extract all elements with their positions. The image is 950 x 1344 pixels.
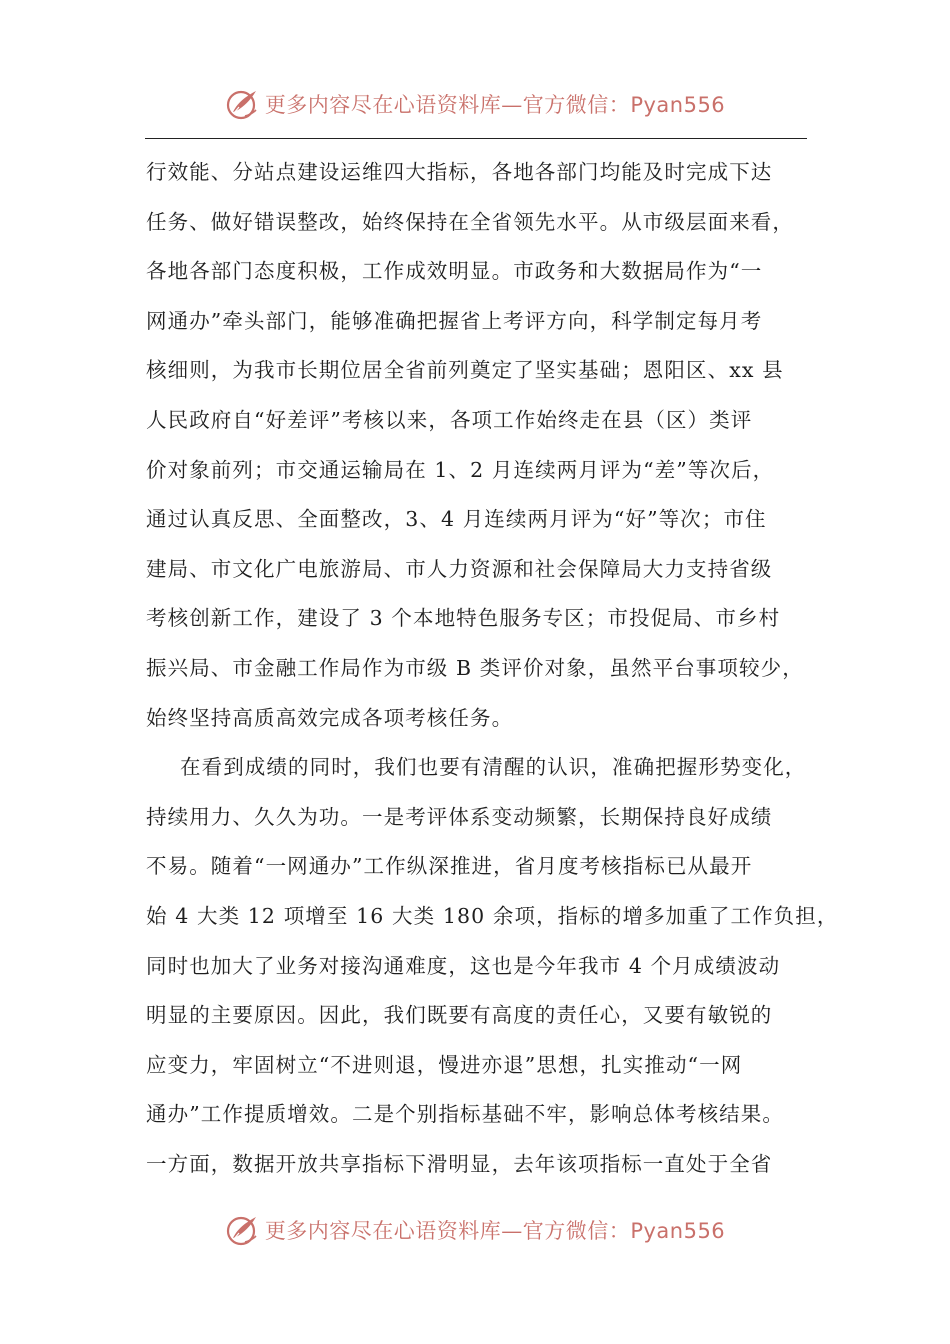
quill-pen-logo-icon: [225, 1212, 261, 1248]
footer-wechat-id: Pyan556: [630, 1219, 726, 1243]
quill-pen-logo-icon: [225, 86, 261, 122]
text-line: 人民政府自“好差评”考核以来，各项工作始终走在县（区）类评: [146, 407, 753, 432]
text-line: 核细则，为我市长期位居全省前列奠定了坚实基础；恩阳区、xx 县: [146, 358, 784, 383]
text-line: 通办”工作提质增效。二是个别指标基础不牢，影响总体考核结果。: [146, 1102, 784, 1127]
text-line: 价对象前列；市交通运输局在 1、2 月连续两月评为“差”等次后，: [146, 457, 775, 482]
header-wechat-id: Pyan556: [630, 93, 726, 117]
text-line: 应变力，牢固树立“不进则退，慢进亦退”思想，扎实推动“一网: [146, 1052, 743, 1077]
text-line: 始终坚持高质高效完成各项考核任务。: [146, 705, 514, 730]
header-banner: [0, 84, 950, 124]
text-line: 始 4 大类 12 项增至 16 大类 180 余项，指标的增多加重了工作负担，: [146, 903, 839, 928]
document-body: [146, 148, 839, 1189]
text-line: 不易。随着“一网通办”工作纵深推进，省月度考核指标已从最开: [146, 854, 753, 879]
text-line: 考核创新工作，建设了 3 个本地特色服务专区；市投促局、市乡村: [146, 606, 781, 631]
text-line: 网通办”牵头部门，能够准确把握省上考评方向，科学制定每月考: [146, 308, 763, 333]
text-line: 一方面，数据开放共享指标下滑明显，去年该项指标一直处于全省: [146, 1151, 773, 1176]
text-line: 同时也加大了业务对接沟通难度，这也是今年我市 4 个月成绩波动: [146, 953, 781, 978]
footer-banner-text: [265, 1215, 725, 1245]
text-line: 持续用力、久久为功。一是考评体系变动频繁，长期保持良好成绩: [146, 804, 773, 829]
header-banner-label: 更多内容尽在心语资料库—官方微信：: [264, 93, 631, 117]
text-line: 任务、做好错误整改，始终保持在全省领先水平。从市级层面来看，: [146, 209, 794, 234]
text-line: 各地各部门态度积极，工作成效明显。市政务和大数据局作为“一: [146, 259, 763, 284]
text-line: 通过认真反思、全面整改，3、4 月连续两月评为“好”等次；市住: [146, 507, 767, 532]
text-line: 建局、市文化广电旅游局、市人力资源和社会保障局大力支持省级: [146, 556, 773, 581]
text-line: 振兴局、市金融工作局作为市级 B 类评价对象，虽然平台事项较少，: [146, 655, 804, 680]
text-line: 行效能、分站点建设运维四大指标，各地各部门均能及时完成下达: [146, 160, 773, 184]
header-divider: [145, 138, 807, 139]
paragraph-start-line: 在看到成绩的同时，我们也要有清醒的认识，准确把握形势变化，: [180, 755, 807, 780]
footer-banner: [0, 1210, 950, 1250]
text-line: 明显的主要原因。因此，我们既要有高度的责任心，又要有敏锐的: [146, 1003, 773, 1028]
header-banner-text: [265, 89, 725, 119]
footer-banner-label: 更多内容尽在心语资料库—官方微信：: [264, 1219, 631, 1243]
